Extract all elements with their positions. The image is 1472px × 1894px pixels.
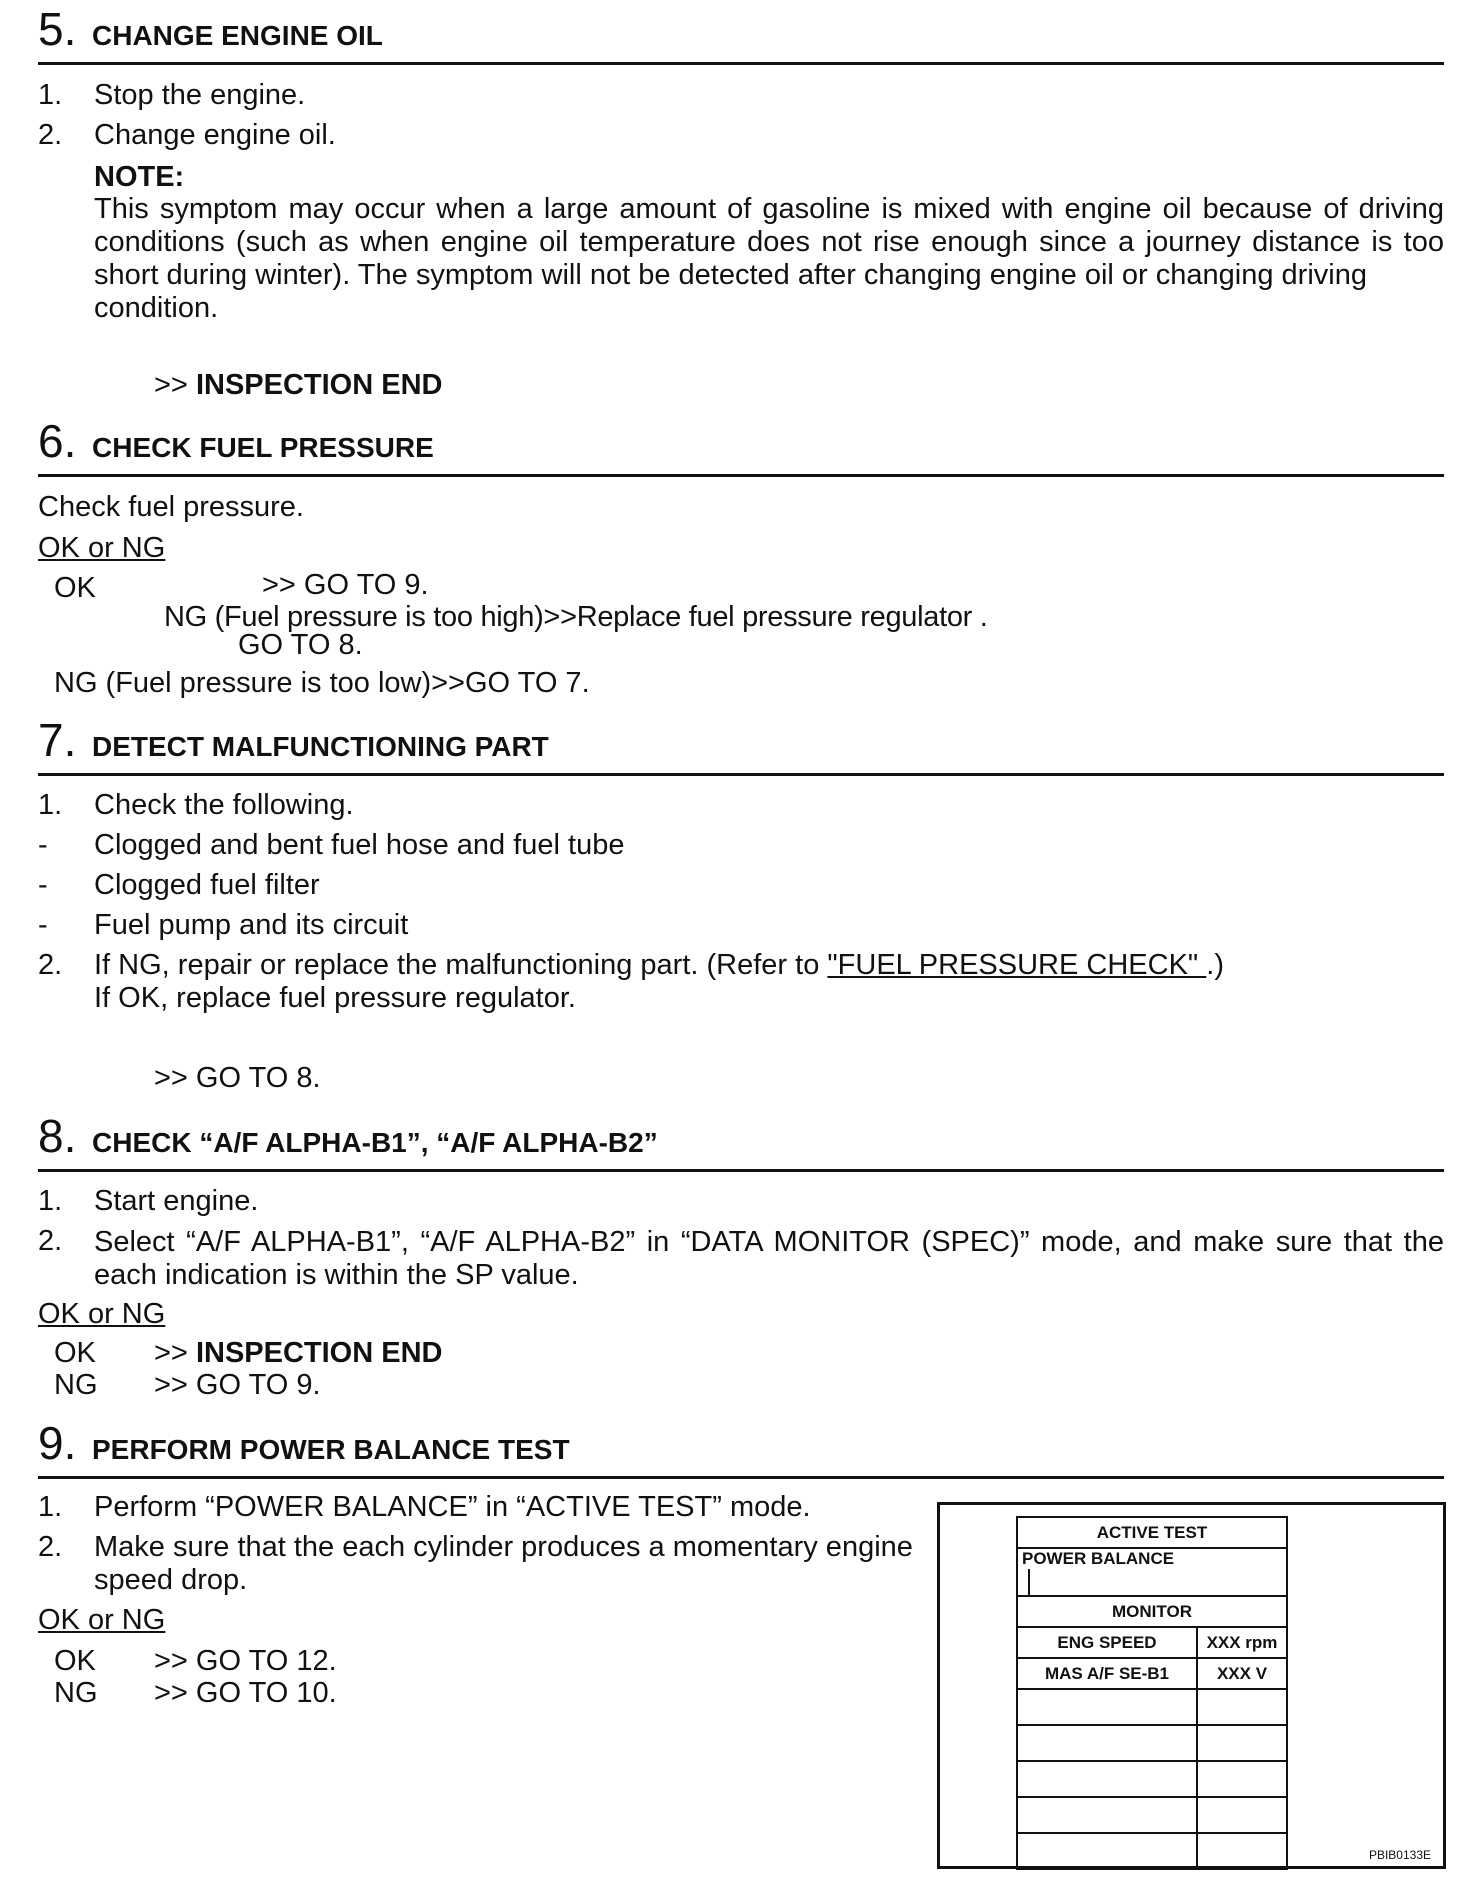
monitor-item-value: XXX rpm <box>1197 1627 1287 1658</box>
active-test-header: ACTIVE TEST <box>1017 1517 1287 1548</box>
step-text: Stop the engine. <box>94 79 306 111</box>
step-line: each indication is within the SP value. <box>94 1259 579 1292</box>
monitor-item-label: ENG SPEED <box>1017 1627 1197 1658</box>
ok-ng-label: OK or NG <box>38 532 166 564</box>
empty-cell <box>1017 1725 1197 1761</box>
ok-result: >> GO TO 12. <box>154 1645 337 1677</box>
ng-label: NG <box>54 1369 98 1401</box>
monitor-item-label: MAS A/F SE-B1 <box>1017 1658 1197 1689</box>
empty-cell <box>1197 1797 1287 1833</box>
section-number: 5. <box>38 3 77 55</box>
empty-cell <box>1197 1761 1287 1797</box>
note-line: This symptom may occur when a large amount of gasoline is mixed with engine oil because of driving <box>94 193 1444 225</box>
section-title: CHECK FUEL PRESSURE <box>92 432 434 463</box>
bullet-text: Clogged fuel filter <box>94 869 320 901</box>
note-line: short during winter). The symptom will not be detected after changing engine oil or changing driving <box>94 259 1367 292</box>
step-text-post: .) <box>1206 949 1224 981</box>
power-balance-label: POWER BALANCE <box>1022 1549 1175 1568</box>
empty-cell <box>1017 1761 1197 1797</box>
bullet-text: Clogged and bent fuel hose and fuel tube <box>94 829 625 861</box>
section-number: 9. <box>38 1417 77 1469</box>
result-line: >> GO TO 8. <box>154 1062 321 1094</box>
result-line <box>154 370 442 402</box>
result-arrow: >> <box>154 369 188 401</box>
power-balance-value-box <box>1028 1569 1132 1595</box>
section-6-heading <box>38 414 1444 477</box>
note-label: NOTE: <box>94 161 185 193</box>
step-text: Start engine. <box>94 1185 259 1217</box>
monitor-header: MONITOR <box>1017 1596 1287 1627</box>
note-line: conditions (such as when engine oil temperature does not rise enough since a journey distance is too <box>94 226 1444 259</box>
step-text: Check the following. <box>94 789 354 821</box>
bullet-text: Fuel pump and its circuit <box>94 909 409 941</box>
section-number: 7. <box>38 714 77 766</box>
ok-ng-label: OK or NG <box>38 1298 166 1330</box>
section-7-heading <box>38 713 1444 776</box>
bullet-marker: - <box>38 869 48 901</box>
section-title: CHANGE ENGINE OIL <box>92 20 383 51</box>
result-text: INSPECTION END <box>195 369 443 401</box>
step-marker: 1. <box>38 1491 63 1523</box>
ok-ng-label: OK or NG <box>38 1604 166 1636</box>
note-line: condition. <box>94 292 219 325</box>
ng-high-continuation: GO TO 8. <box>238 629 363 661</box>
step-line: Select “A/F ALPHA-B1”, “A/F ALPHA-B2” in “DATA MONITOR (SPEC)” mode, and make sure that the <box>94 1226 1444 1258</box>
bullet-marker: - <box>38 909 48 941</box>
empty-cell <box>1017 1833 1197 1869</box>
intro-text: Check fuel pressure. <box>38 491 304 523</box>
result-arrow: >> <box>154 1337 188 1369</box>
ng-result: >> GO TO 9. <box>154 1369 321 1401</box>
step-marker: 2. <box>38 1225 63 1257</box>
step-text: Change engine oil. <box>94 119 336 151</box>
ng-high-result: NG (Fuel pressure is too high)>>Replace fuel pressure regulator . <box>164 601 988 633</box>
empty-cell <box>1197 1833 1287 1869</box>
step-text-line2: If OK, replace fuel pressure regulator. <box>94 982 576 1014</box>
section-title: DETECT MALFUNCTIONING PART <box>92 731 549 762</box>
step-text-line2: speed drop. <box>94 1564 248 1596</box>
result-text: INSPECTION END <box>195 1337 443 1369</box>
ok-result: >> GO TO 9. <box>262 569 429 601</box>
section-9-heading <box>38 1416 1444 1479</box>
step-marker: 2. <box>38 1531 63 1563</box>
section-5-heading <box>38 2 1444 65</box>
step-text <box>94 950 1224 982</box>
fuel-pressure-check-link[interactable]: "FUEL PRESSURE CHECK" <box>827 949 1207 981</box>
section-title: PERFORM POWER BALANCE TEST <box>92 1434 570 1465</box>
step-marker: 2. <box>38 949 63 981</box>
step-marker: 2. <box>38 119 63 151</box>
monitor-item-value: XXX V <box>1197 1658 1287 1689</box>
empty-cell <box>1197 1725 1287 1761</box>
active-test-table <box>1016 1516 1288 1870</box>
step-text <box>94 1226 1444 1292</box>
ok-label: OK <box>54 572 96 604</box>
step-marker: 1. <box>38 1185 63 1217</box>
ok-label: OK <box>54 1645 96 1677</box>
step-text: Perform “POWER BALANCE” in “ACTIVE TEST” mode. <box>94 1491 811 1523</box>
ng-label: NG <box>54 1677 98 1709</box>
empty-cell <box>1017 1689 1197 1725</box>
note-text <box>94 193 1444 325</box>
empty-cell <box>1197 1689 1287 1725</box>
section-number: 6. <box>38 415 77 467</box>
ok-result <box>154 1338 442 1370</box>
step-text-pre: If NG, repair or replace the malfunctioning part. (Refer to <box>94 949 828 981</box>
ng-low-result: NG (Fuel pressure is too low)>>GO TO 7. <box>54 667 590 699</box>
section-title: CHECK “A/F ALPHA-B1”, “A/F ALPHA-B2” <box>92 1127 658 1158</box>
empty-cell <box>1017 1797 1197 1833</box>
step-marker: 1. <box>38 79 63 111</box>
ng-result: >> GO TO 10. <box>154 1677 337 1709</box>
section-number: 8. <box>38 1110 77 1162</box>
section-8-heading <box>38 1109 1444 1172</box>
ok-label: OK <box>54 1337 96 1369</box>
active-test-screen-figure <box>937 1502 1446 1869</box>
step-marker: 1. <box>38 789 63 821</box>
figure-code: PBIB0133E <box>1368 1848 1431 1862</box>
step-text: Make sure that the each cylinder produces a momentary engine <box>94 1531 913 1563</box>
bullet-marker: - <box>38 829 48 861</box>
power-balance-row <box>1017 1548 1287 1596</box>
